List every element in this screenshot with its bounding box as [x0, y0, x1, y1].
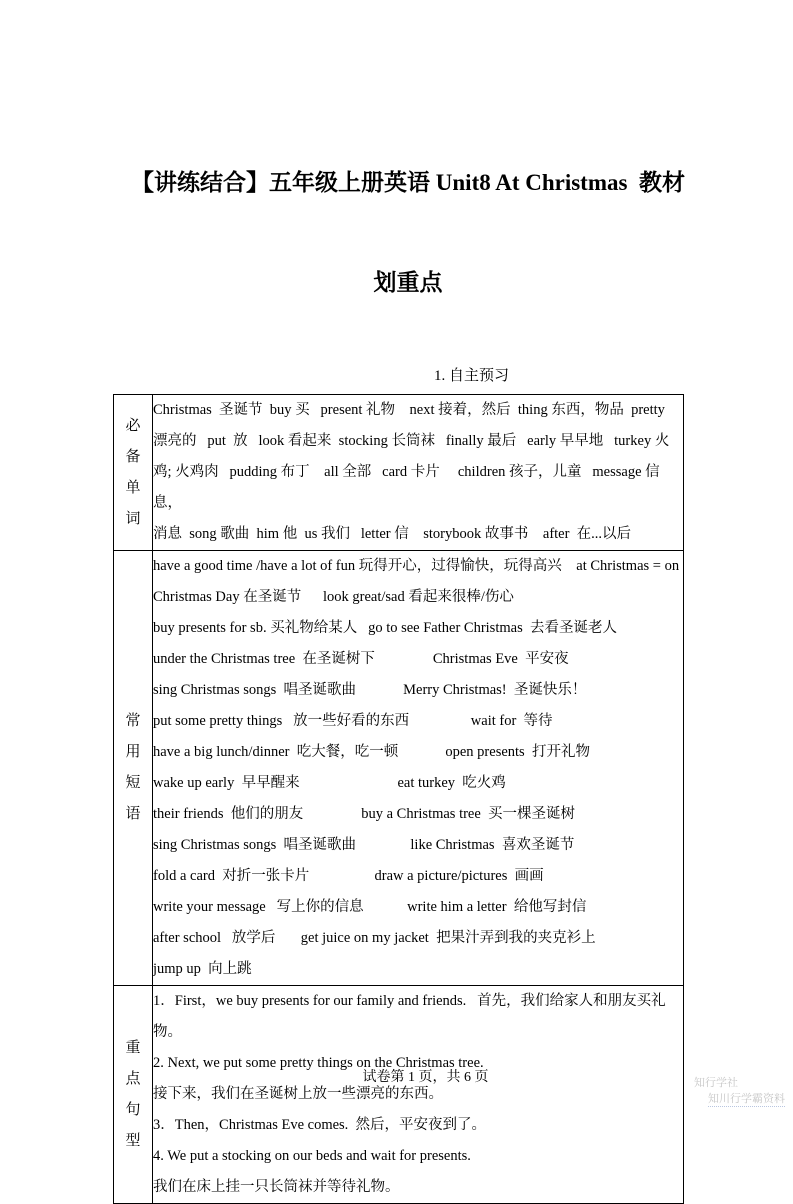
watermark-left-text: 知行学社 — [694, 1077, 738, 1089]
label-char: 单 — [125, 479, 141, 496]
text-line: fold a card 对折一张卡片 draw a picture/pictures 画画 — [153, 868, 544, 884]
text-line: their friends 他们的朋友 buy a Christmas tree 买一棵圣诞树 — [153, 806, 576, 822]
label-char: 短 — [125, 775, 141, 791]
text-line: put some pretty things 放一些好看的东西 wait for 等待 — [153, 713, 553, 729]
phrases-row-content — [153, 551, 684, 986]
text-line: write your message 写上你的信息 write him a letter 给他写封信 — [153, 899, 587, 915]
label-char: 必 — [125, 417, 141, 434]
label-char: 重 — [125, 1039, 141, 1056]
page-footer: 试卷第 1 页，共 6 页 — [362, 1070, 489, 1085]
text-line: 鸡; 火鸡肉 pudding 布丁 all 全部 card 卡片 children 孩子，儿童 message 信息， — [153, 464, 660, 511]
watermark-right-text: 知川行学霸资料 — [708, 1093, 785, 1105]
text-line: 漂亮的 put 放 look 看起来 stocking 长筒袜 finally 最后 early 早早地 turkey 火 — [153, 433, 670, 449]
text-line: 接下来，我们在圣诞树上放一些漂亮的东西。 — [153, 1086, 443, 1102]
label-char: 备 — [125, 448, 141, 465]
text-line: have a big lunch/dinner 吃大餐，吃一顿 open presents 打开礼物 — [153, 744, 590, 760]
sentences-row — [114, 986, 684, 1204]
section-heading: 1. 自主预习 — [433, 368, 509, 384]
title-line-2: 划重点 — [373, 270, 443, 295]
vocab-row — [114, 395, 684, 551]
vocab-row-label — [114, 395, 153, 551]
text-line: 2. Next, we put some pretty things on the Christmas tree. — [153, 1055, 484, 1071]
text-line: buy presents for sb. 买礼物给某人 go to see Father Christmas 去看圣诞老人 — [153, 620, 617, 636]
phrases-row — [114, 551, 684, 986]
label-char: 语 — [125, 806, 141, 822]
text-line: 我们在床上挂一只长筒袜并等待礼物。 — [153, 1179, 400, 1195]
sentences-row-label — [114, 986, 153, 1204]
text-line: sing Christmas songs 唱圣诞歌曲 like Christmas 喜欢圣诞节 — [153, 837, 575, 853]
document-title — [0, 0, 793, 358]
label-char: 点 — [125, 1070, 141, 1087]
phrases-row-label — [114, 551, 153, 986]
text-line: 4. We put a stocking on our beds and wait for presents. — [153, 1148, 471, 1164]
sentences-row-content — [153, 986, 684, 1204]
label-char: 词 — [125, 510, 141, 527]
watermark — [682, 1062, 785, 1118]
label-char: 常 — [125, 713, 141, 729]
text-line: 消息 song 歌曲 him 他 us 我们 letter 信 storybook 故事书 after 在...以后 — [153, 526, 632, 542]
vocab-row-content — [153, 395, 684, 551]
label-char: 句 — [125, 1101, 141, 1118]
title-line-1: 【讲练结合】五年级上册英语 Unit8 At Christmas 教材 — [131, 170, 685, 195]
text-line: jump up 向上跳 — [153, 961, 252, 977]
text-line: under the Christmas tree 在圣诞树下 Christmas Eve 平安夜 — [153, 651, 569, 667]
text-line: wake up early 早早醒来 eat turkey 吃火鸡 — [153, 775, 506, 791]
text-line: Christmas 圣诞节 buy 买 present 礼物 next 接着，然后 thing 东西，物品 pretty — [153, 402, 665, 418]
text-line: have a good time /have a lot of fun 玩得开心，过得愉快，玩得高兴 at Christmas = on — [153, 558, 680, 574]
text-line: after school 放学后 get juice on my jacket 把果汁弄到我的夹克衫上 — [153, 930, 596, 946]
text-line: sing Christmas songs 唱圣诞歌曲 Merry Christmas! 圣诞快乐！ — [153, 682, 587, 698]
text-line: Christmas Day 在圣诞节 look great/sad 看起来很棒/伤心 — [153, 589, 514, 605]
text-line: 3．Then，Christmas Eve comes. 然后，平安夜到了。 — [153, 1117, 487, 1133]
label-char: 型 — [125, 1132, 141, 1149]
label-char: 用 — [125, 744, 141, 760]
text-line: 1．First，we buy presents for our family and friends. 首先，我们给家人和朋友买礼物。 — [153, 993, 666, 1040]
